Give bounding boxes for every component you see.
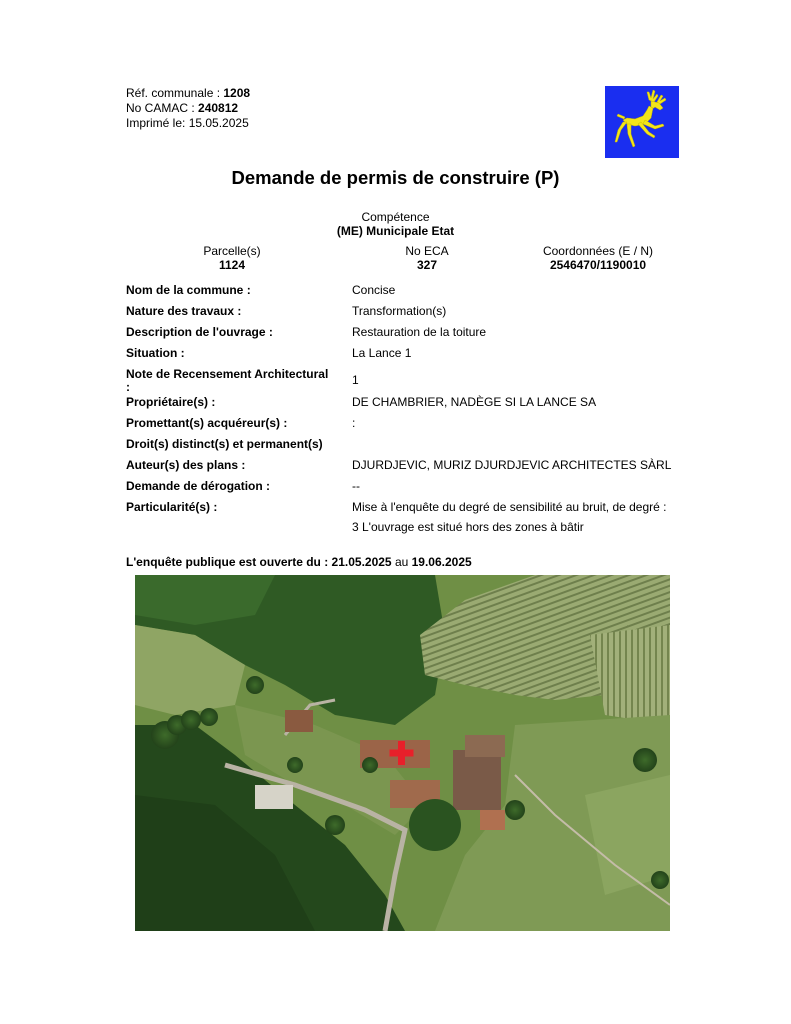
- field-label-promettant: Promettant(s) acquéreur(s) :: [126, 416, 288, 430]
- field-label-situation: Situation :: [126, 346, 185, 360]
- enquete-from: 21.05.2025: [331, 555, 392, 569]
- field-label-particularites: Particularité(s) :: [126, 500, 218, 514]
- field-value-auteurs: DJURDJEVIC, MURIZ DJURDJEVIC ARCHITECTES SÀRL: [352, 458, 672, 472]
- field-value-particularites: Mise à l'enquête du degré de sensibilité au bruit, de degré :: [352, 500, 667, 514]
- field-label-commune: Nom de la commune :: [126, 283, 251, 297]
- enquete-period: [126, 555, 472, 569]
- coordinates-column: [528, 244, 668, 272]
- field-value-proprietaire: DE CHAMBRIER, NADÈGE SI LA LANCE SA: [352, 395, 597, 409]
- camac-label: No CAMAC :: [126, 101, 199, 115]
- eca-value: 327: [416, 258, 438, 272]
- coordinates-value: 2546470/1190010: [549, 258, 647, 272]
- ref-communale-value: 1208: [223, 86, 251, 100]
- field-value-recensement: 1: [352, 373, 359, 387]
- print-date-label: Imprimé le:: [126, 116, 189, 130]
- parcelle-column: [172, 244, 292, 272]
- field-value-nature: Transformation(s): [352, 304, 447, 318]
- field-label-droits: Droit(s) distinct(s) et permanent(s): [126, 437, 323, 451]
- camac-value: 240812: [198, 101, 239, 115]
- enquete-au: au: [391, 555, 412, 569]
- field-label-auteurs: Auteur(s) des plans :: [126, 458, 246, 472]
- reference-block: [126, 86, 250, 131]
- field-value-promettant: :: [352, 416, 356, 430]
- competence-block: [0, 210, 791, 238]
- ref-communale: [126, 86, 250, 101]
- enquete-label: L'enquête publique est ouverte du :: [126, 555, 332, 569]
- eca-label: No ECA: [405, 244, 449, 258]
- field-label-derogation: Demande de dérogation :: [126, 479, 271, 493]
- aerial-map: [135, 575, 670, 931]
- coordinates-label: Coordonnées (E / N): [542, 244, 654, 258]
- field-label-recensement: Note de Recensement Architectural: [126, 367, 329, 381]
- enquete-to: 19.06.2025: [411, 555, 472, 569]
- field-label-recensement-colon: :: [126, 380, 130, 394]
- ref-communale-label: Réf. communale :: [126, 86, 224, 100]
- print-date-value: 15.05.2025: [188, 116, 249, 130]
- field-value-commune: Concise: [352, 283, 396, 297]
- field-value-situation: La Lance 1: [352, 346, 412, 360]
- eca-column: [367, 244, 487, 272]
- field-value-particularites-line2: 3 L'ouvrage est situé hors des zones à bâtir: [352, 520, 584, 534]
- competence-label: Compétence: [361, 210, 430, 224]
- page-title: Demande de permis de construire (P): [231, 167, 560, 188]
- competence-value: (ME) Municipale Etat: [336, 224, 455, 238]
- print-date: [126, 116, 250, 131]
- camac-number: [126, 101, 250, 116]
- parcelle-value: 1124: [218, 258, 246, 272]
- field-value-description: Restauration de la toiture: [352, 325, 487, 339]
- field-label-proprietaire: Propriétaire(s) :: [126, 395, 216, 409]
- field-label-description: Description de l'ouvrage :: [126, 325, 273, 339]
- deer-crest-icon: [605, 86, 679, 158]
- field-value-derogation: --: [352, 479, 360, 493]
- parcelle-label: Parcelle(s): [203, 244, 261, 258]
- field-label-nature: Nature des travaux :: [126, 304, 242, 318]
